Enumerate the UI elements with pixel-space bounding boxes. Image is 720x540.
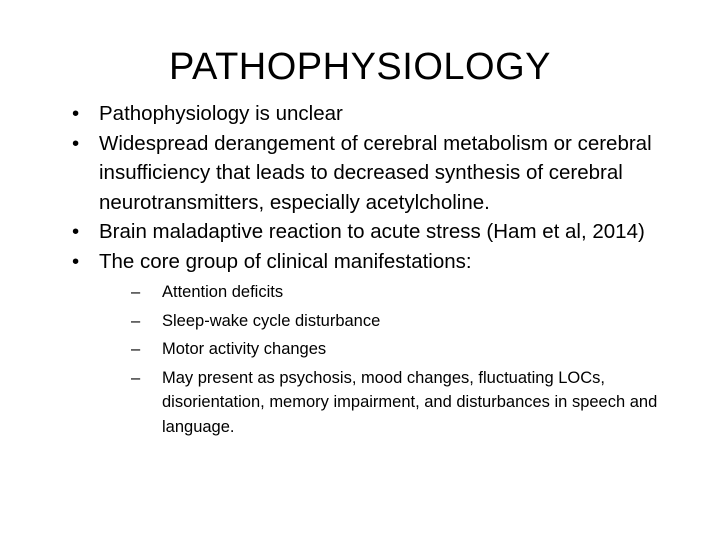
bullet-marker: •: [72, 249, 80, 273]
sub-bullet-marker: –: [131, 340, 141, 358]
bullet-marker: •: [72, 131, 80, 155]
sub-bullet-marker: –: [131, 311, 141, 330]
sub-bullet-text: Attention deficits: [162, 283, 284, 301]
sub-bullet-text: Motor activity changes: [162, 340, 327, 358]
sub-bullet-marker: –: [131, 368, 141, 387]
sub-bullet-text: May present as psychosis, mood changes, fluctuating LOCs, disorientation, memory impairment, and disturbances in speech and language.: [162, 368, 658, 436]
sub-bullet-marker: –: [131, 283, 141, 301]
bullet-item: [72, 99, 672, 129]
bullet-text: Widespread derangement of cerebral metabolism or cerebral insufficiency that leads to decreased synthesis of cerebral neurotransmitters, especially acetylcholine.: [99, 131, 652, 214]
sub-bullet-item: [131, 337, 672, 362]
bullet-marker: •: [72, 220, 80, 243]
bullet-item: [72, 129, 672, 218]
slide-title: PATHOPHYSIOLOGY: [169, 46, 551, 88]
bullet-item: [72, 247, 672, 277]
sub-bullet-list: [72, 280, 672, 439]
bullet-text: Brain maladaptive reaction to acute stress (Ham et al, 2014): [99, 220, 645, 243]
bullet-text: Pathophysiology is unclear: [99, 102, 343, 125]
slide-body: [72, 99, 672, 439]
sub-bullet-item: [131, 366, 672, 440]
sub-bullet-item: [131, 280, 672, 305]
sub-bullet-text: Sleep-wake cycle disturbance: [162, 311, 381, 330]
bullet-text: The core group of clinical manifestations:: [99, 249, 472, 273]
sub-bullet-item: [131, 309, 672, 334]
bullet-marker: •: [72, 102, 80, 125]
bullet-item: [72, 217, 672, 247]
